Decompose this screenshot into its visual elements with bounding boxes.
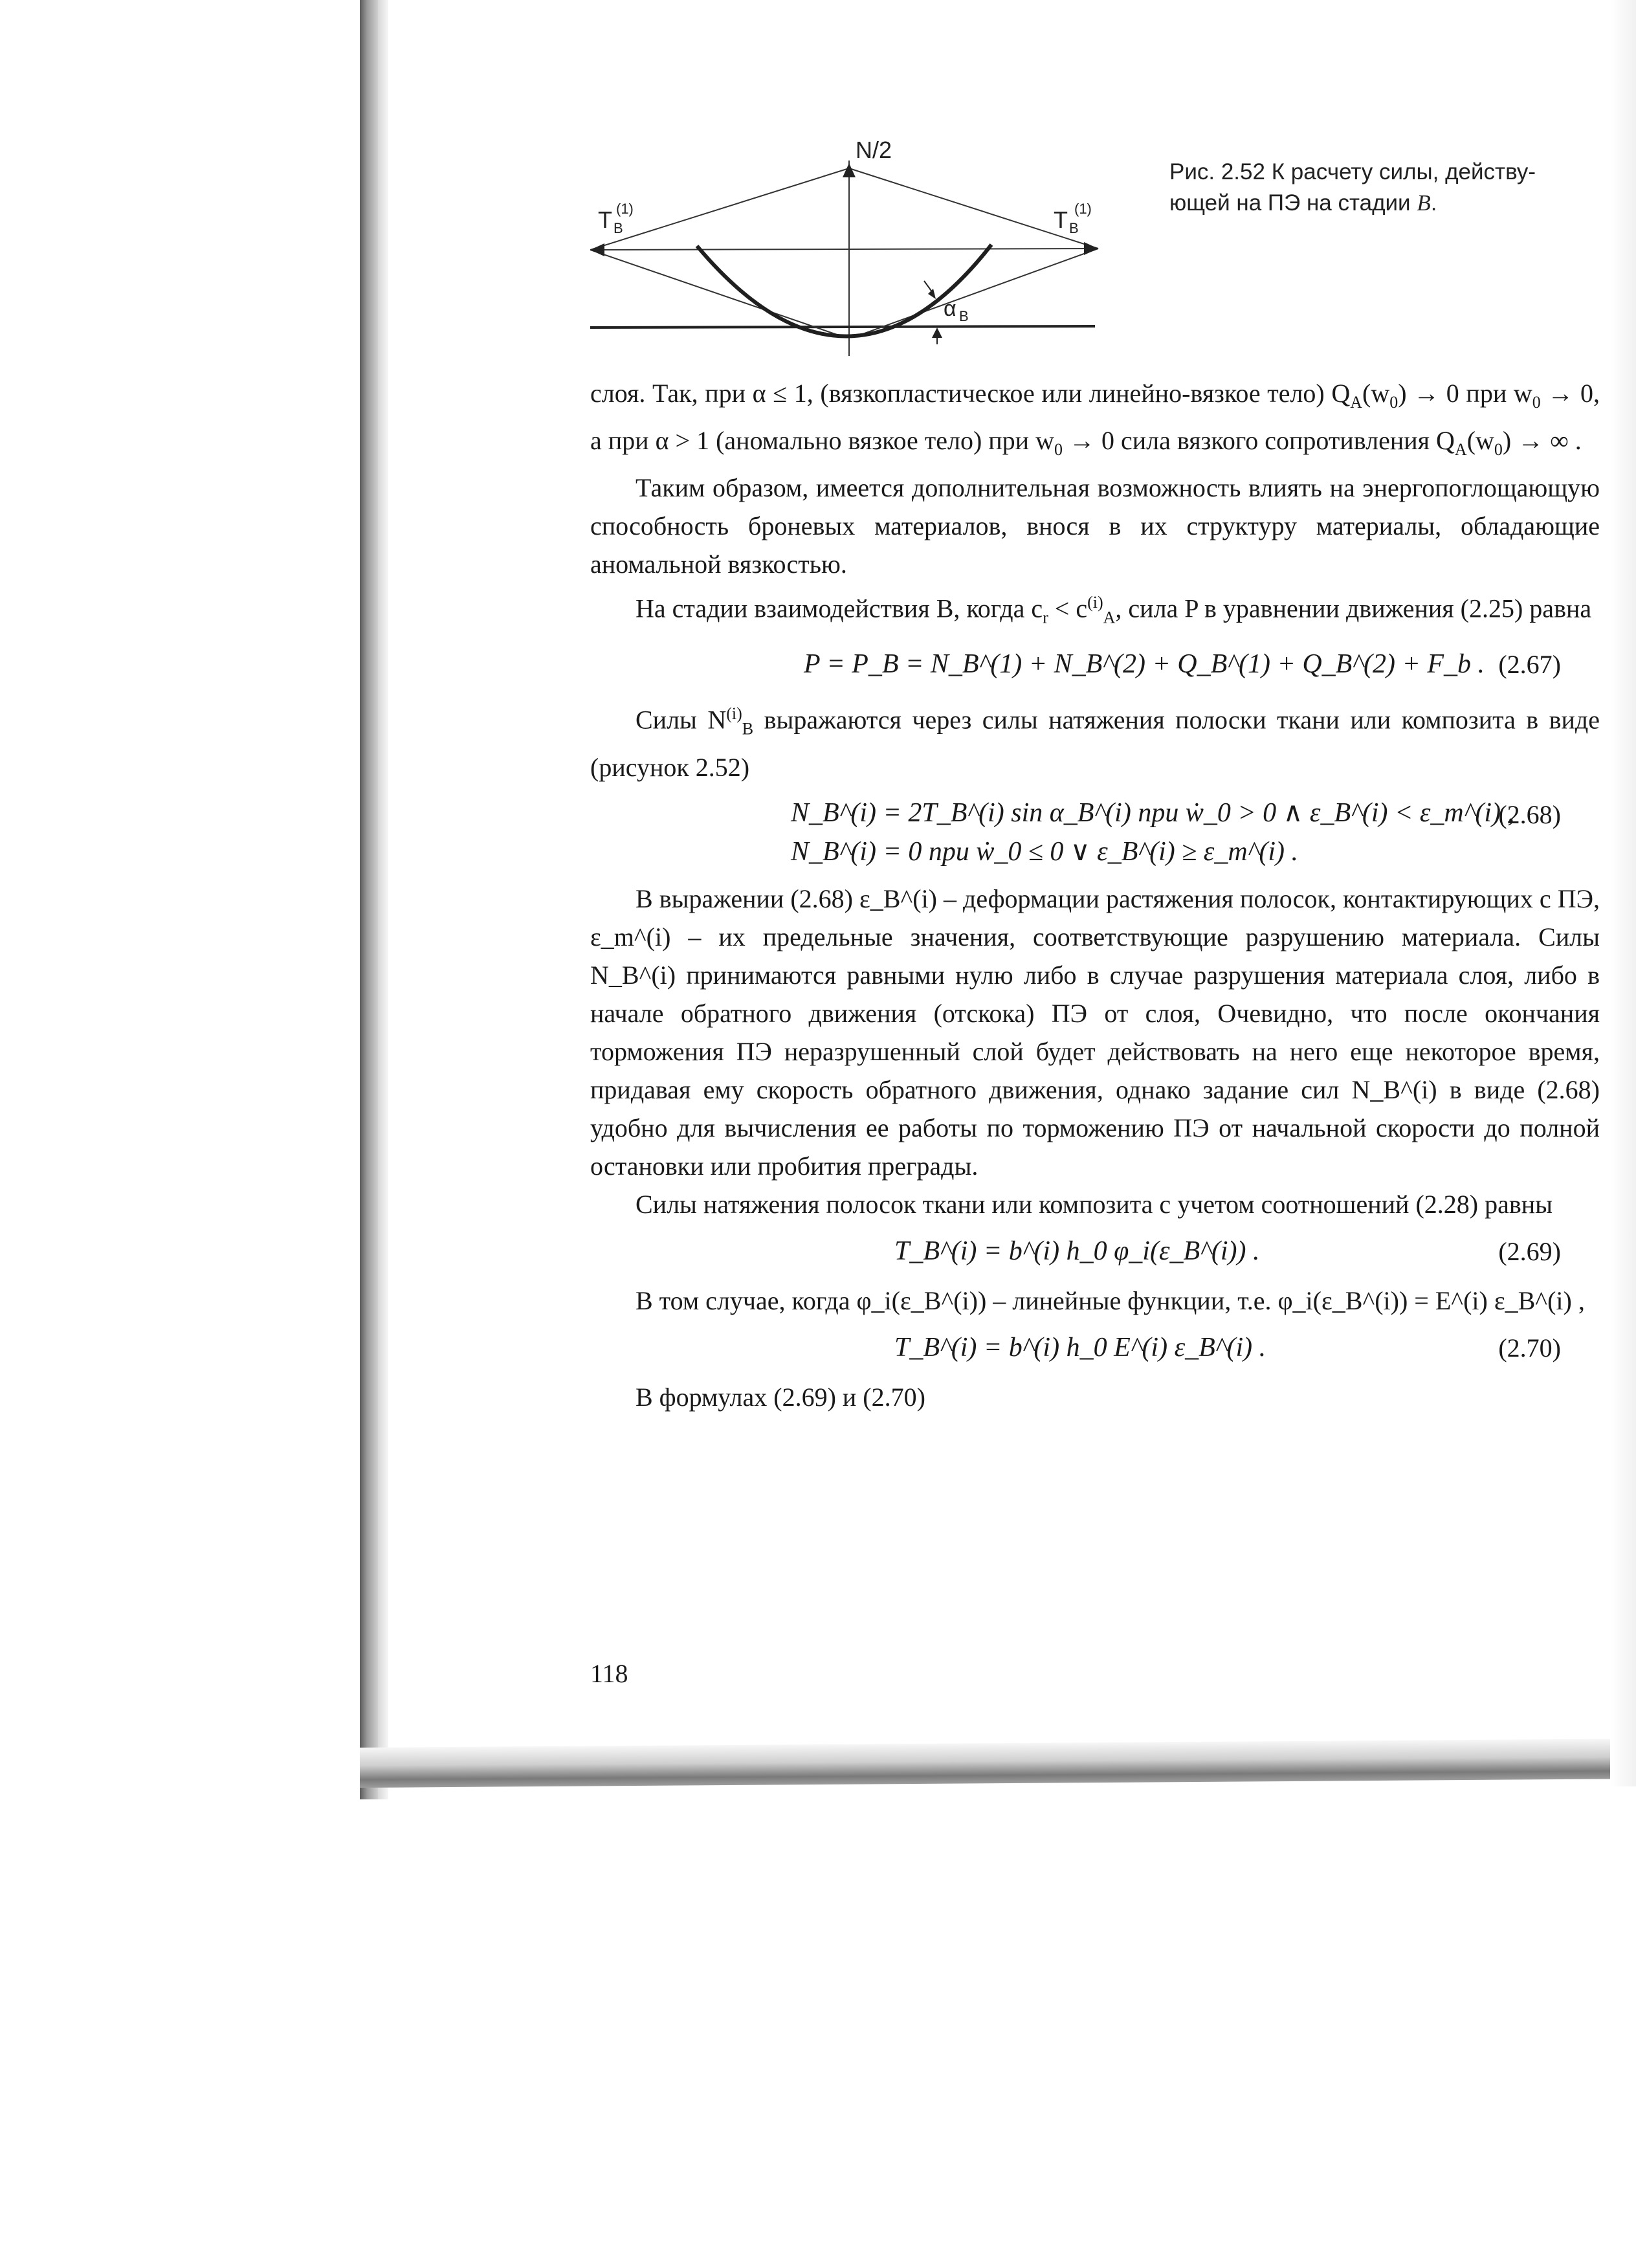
- svg-text:B: B: [1069, 220, 1079, 236]
- force-diagram: [590, 123, 1160, 369]
- page-bottom-edge: [360, 1739, 1636, 1788]
- equation-2-67: P = P_B = N_B^(1) + N_B^(2) + Q_B^(1) + Q_B^(2) + F_b . (2.67): [804, 649, 1561, 680]
- body-text: [590, 374, 1600, 1416]
- page-right-edge: [1610, 0, 1636, 1786]
- arrow-right-icon: [1084, 242, 1098, 255]
- svg-text:B: B: [614, 220, 623, 236]
- paragraph-5: В выражении (2.68) ε_B^(i) – деформации растяжения полосок, контактирующих с ПЭ, ε_m^(i) – их предельные значения, соответствующие разрушению материала. Силы N_B^(i) принимаются равными нулю либо в случае разрушения материала слоя, либо в начале обратного движения (отскока) ПЭ от слоя, Очевидно, что после окончания торможения ПЭ неразрушенный слой будет действовать на него еще некоторое время, придавая ему скорость обратного движения, однако задание сил N_B^(i) в виде (2.68) удобно для вычисления ее работы по торможению ПЭ от начальной скорости до полной остановки или пробития преграды.: [590, 884, 1600, 1181]
- svg-text:(1): (1): [616, 201, 634, 217]
- svg-text:(1): (1): [1074, 201, 1092, 217]
- paragraph-7: В том случае, когда φ_i(ε_B^(i)) – линейные функции, т.е. φ_i(ε_B^(i)) = E^(i) ε_B^(i) ,: [636, 1285, 1585, 1315]
- paragraph-8: В формулах (2.69) и (2.70): [636, 1382, 925, 1412]
- book-spine-shadow: [360, 0, 378, 1799]
- label-n-half: N/2: [856, 137, 892, 163]
- label-alpha: α: [944, 296, 956, 321]
- arrow-left-icon: [590, 243, 604, 256]
- equation-2-69: T_B^(i) = b^(i) h_0 φ_i(ε_B^(i)) . (2.69): [894, 1236, 1561, 1266]
- equation-2-68: N_B^(i) = 2T_B^(i) sin α_B^(i) при ẇ_0 > 0 ∧ ε_B^(i) < ε_m^(i) , N_B^(i) = 0 при ẇ_0 ≤ 0 ∨ ε_B^(i) ≥ ε_m^(i) . (2.68): [791, 797, 1561, 867]
- paragraph-3: На стадии взаимодействия B, когда $c_r < c^{(i)}_A$, сила P в уравнении движения (2.25) равна: [636, 593, 1592, 627]
- paragraph-4: Силы $N^{(i)}_B$ выражаются через силы натяжения полоски ткани или композита в виде (рисунок 2.52): [590, 704, 1600, 782]
- figure-caption: Рис. 2.52 К расчету силы, действу- ющей на ПЭ на стадии B.: [1169, 159, 1536, 216]
- svg-text:B: B: [959, 308, 969, 324]
- page-number: 118: [590, 1659, 628, 1688]
- book-spine-highlight: [378, 0, 388, 1799]
- figure-2-52: [590, 123, 1600, 369]
- paragraph-2: Таким образом, имеется дополнительная возможность влиять на энергопоглощающую способность броневых материалов, внося в их структуру материалы, обладающие аномальной вязкостью.: [590, 473, 1600, 579]
- paragraph-1: слоя. Так, при α ≤ 1, (вязкопластическое или линейно-вязкое тело) $Q_A(w_0) \to 0$ при $w_0 \to 0$, а при α > 1 (аномально вязкое тело) при $w_0 \to 0$ сила вязкого сопротивления $Q_A(w_0)$ → ∞ .: [590, 379, 1600, 459]
- label-t-left: T: [598, 206, 612, 233]
- equation-2-70: T_B^(i) = b^(i) h_0 E^(i) ε_B^(i) . (2.70): [894, 1332, 1561, 1362]
- label-t-right: T: [1054, 206, 1068, 233]
- paragraph-6: Силы натяжения полосок ткани или композита с учетом соотношений (2.28) равны: [636, 1189, 1553, 1219]
